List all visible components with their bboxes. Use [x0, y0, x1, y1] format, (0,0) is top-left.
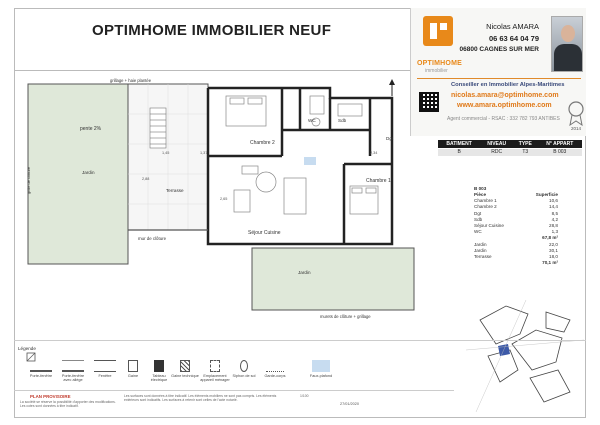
surface-label: Jardin: [474, 247, 487, 253]
legend-swatch: [94, 360, 116, 372]
legend-swatch: [210, 360, 220, 372]
label-chambre-2: Chambre 2: [250, 140, 275, 146]
legend-swatch: [154, 360, 164, 372]
label-dgt: Dgt: [386, 136, 394, 141]
card-divider: [417, 78, 581, 79]
legend-item: Tableau électrique: [150, 374, 168, 382]
dim-e: 2,88: [142, 177, 150, 181]
agent-photo: [551, 16, 583, 72]
lot-header: TYPE: [513, 140, 537, 148]
notes-left: La société se réserve la possibilité d'apporter des modifications. Les cotes sont données à titre indicatif.: [20, 400, 116, 409]
legend-title: Légende: [18, 346, 36, 351]
dim-b: 1,37: [200, 151, 208, 155]
logo-text: OPTIMHOME: [417, 60, 462, 67]
surface-list: [474, 186, 558, 266]
surface-lot: B 003: [474, 186, 487, 191]
legend-swatch: [62, 360, 84, 372]
agent-role: Conseiller en Immobilier Alpes-Maritimes: [451, 82, 565, 88]
surface-label: Chambre 1: [474, 198, 497, 204]
surface-label: WC: [474, 229, 482, 235]
surface-label: Sdb: [474, 216, 483, 222]
surface-label: Jardin: [474, 241, 487, 247]
logo-subtext: immobilier: [425, 68, 448, 74]
floor-plan: [20, 74, 420, 324]
surface-label: Terrasse: [474, 253, 492, 259]
garden-bottom-area: [252, 248, 414, 310]
label-side: grille de clôture: [26, 166, 31, 194]
lot-header: N° APPART: [538, 140, 582, 148]
notes-middle: Les surfaces sont données à titre indicatif. Les éléments mobiliers ne sont pas compris. Les éléments extérieurs sont indicatifs. Les surfaces à retenir sont celles de l'acte notarié.: [124, 394, 277, 403]
label-fence: murets de clôture + grillage: [320, 314, 371, 319]
agent-phone[interactable]: 06 63 64 04 79: [488, 34, 539, 43]
legend-item: Porte-fenêtre: [29, 374, 53, 378]
agent-name: Nicolas AMARA: [486, 22, 539, 31]
label-wc: WC: [308, 118, 316, 123]
notes-divider: [14, 390, 454, 391]
lot-header: BATIMENT: [438, 140, 480, 148]
label-terrace: Terrasse: [166, 188, 184, 193]
legend-swatch: [266, 360, 284, 372]
site-map-inset: [466, 300, 584, 412]
legend-swatch: [240, 360, 248, 372]
glazing-strip: [304, 157, 316, 165]
surface-head-label: Pièce: [474, 192, 487, 197]
label-chambre-1: Chambre 1: [366, 178, 391, 184]
garden-left-area: [28, 84, 128, 264]
label-slope: pente 2%: [80, 126, 102, 132]
qr-code-icon[interactable]: [419, 92, 439, 112]
legend-item: Gaine technique: [171, 374, 199, 378]
steps: [150, 108, 166, 148]
header-divider: [14, 70, 410, 71]
lot-cell: RDC: [480, 148, 513, 156]
lot-table: [438, 140, 582, 156]
agent-card: [410, 8, 586, 136]
label-sdb: Sdb: [338, 118, 347, 123]
legend-swatch: [312, 360, 330, 372]
site-highlight: [498, 344, 510, 356]
legend-item: Porte-fenêtre avec allège: [61, 374, 85, 382]
notes-heading: PLAN PROVISOIRE: [30, 394, 71, 399]
notes-scale: 1/100: [300, 394, 309, 398]
legend-item: Fenêtre: [98, 374, 112, 378]
optimhome-logo-icon: [421, 14, 455, 58]
dim-c: 2,34: [370, 151, 378, 155]
surface-value: 22,0: [549, 241, 558, 247]
legend-divider: [14, 340, 586, 341]
lot-header: NIVEAU: [480, 140, 513, 148]
label-sejour: Séjour Cuisine: [248, 230, 281, 236]
badge-year: 2014: [570, 126, 581, 131]
label-garden-bottom: Jardin: [298, 270, 311, 275]
surface-value: 4,2: [551, 216, 558, 222]
agent-email-link[interactable]: nicolas.amara@optimhome.com: [451, 92, 559, 99]
surface-total-outdoor: [474, 260, 558, 266]
legend-item: Garde-corps: [264, 374, 286, 378]
surface-value: 30,1: [549, 247, 558, 253]
surface-label: Dgt: [474, 210, 482, 216]
surface-value: 8,5: [551, 210, 558, 216]
lot-cell: B 003: [538, 148, 582, 156]
lot-cell: T3: [513, 148, 537, 156]
surface-value: 1,3: [551, 229, 558, 235]
dim-a: 1,45: [162, 151, 170, 155]
north-arrow-icon: [389, 79, 395, 96]
surface-head-value: Superficie: [535, 192, 558, 197]
surface-label: Chambre 2: [474, 204, 497, 210]
agent-city: 06800 CAGNES SUR MER: [459, 46, 539, 53]
dim-d: 2,65: [220, 197, 228, 201]
legend-swatch: [30, 360, 52, 372]
label-garden-left: Jardin: [82, 170, 95, 175]
legend-item: Faux-plafond: [309, 374, 333, 378]
label-garden-top: grillage + haie plantée: [110, 78, 152, 83]
agent-rsac: Agent commercial - RSAC : 332 782 793 ANTIBES: [447, 116, 560, 122]
surface-total-value: 70,1 m²: [542, 260, 558, 266]
legend-item: Emplacement appareil ménager: [200, 374, 230, 382]
surface-value: 18,0: [549, 253, 558, 259]
surface-value: 14,4: [549, 204, 558, 210]
page-title: OPTIMHOME IMMOBILIER NEUF: [92, 22, 332, 39]
surface-value: 28,8: [549, 222, 558, 228]
apartment-walls: [208, 88, 392, 244]
legend-swatch: [180, 360, 190, 372]
label-wall: mur de clôture: [138, 236, 167, 241]
agent-website-link[interactable]: www.amara.optimhome.com: [457, 102, 552, 109]
legend-swatch: [128, 360, 138, 372]
legend-item: Siphon de sol: [232, 374, 256, 378]
award-badge-icon: [567, 100, 585, 126]
surface-value: 10,6: [549, 198, 558, 204]
surface-label: Séjour Cuisine: [474, 222, 504, 228]
surface-total-value: 67,8 m²: [542, 235, 558, 241]
lot-cell: B: [438, 148, 480, 156]
legend-item: Gaine: [127, 374, 139, 378]
notes-date: 27/01/2020: [340, 402, 360, 406]
